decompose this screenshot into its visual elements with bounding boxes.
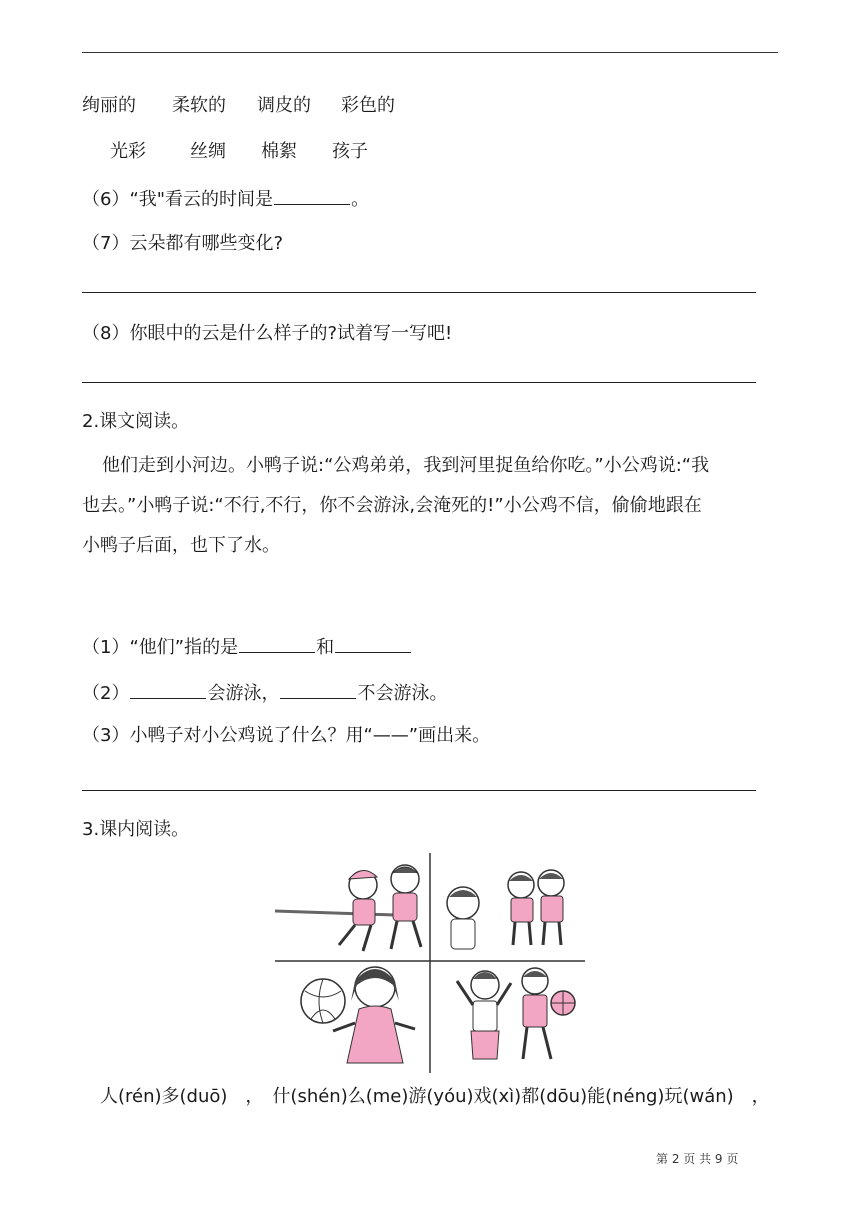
fill-blank[interactable] — [274, 186, 350, 205]
answer-line[interactable] — [82, 790, 756, 791]
word-bank-item: 彩色的 — [341, 95, 395, 116]
passage-line: 他们走到小河边。小鸭子说:“公鸡弟弟，我到河里捉鱼给你吃。”小公鸡说:“我 — [102, 455, 710, 476]
word-bank-item: 绚丽的 — [82, 95, 136, 116]
question-2-1: （1）“他们”指的是 和 — [82, 634, 412, 660]
page-number: 第 2 页 共 9 页 — [656, 1152, 739, 1166]
word-bank-item: 光彩 — [110, 141, 146, 162]
word-bank-item: 柔软的 — [172, 95, 226, 116]
pinyin-reading-line: 人(rén)多(duō) ， 什(shén)么(me)游(yóu)戏(xì)都(dōu)能(néng)玩(wán) ， — [100, 1086, 770, 1107]
question-2-2: （2） 会游泳， 不会游泳。 — [82, 680, 447, 706]
header-rule — [82, 52, 778, 53]
answer-line[interactable] — [82, 292, 756, 293]
question-6: （6）“我"看云的时间是 。 — [82, 186, 369, 212]
volleyball-scene — [301, 967, 415, 1063]
fill-blank[interactable] — [335, 634, 411, 653]
word-bank-item: 孩子 — [332, 141, 368, 162]
section-2-title: 2.课文阅读。 — [82, 411, 190, 432]
basketball-scene — [457, 968, 575, 1059]
section-3-title: 3.课内阅读。 — [82, 819, 190, 840]
kids-chatting-scene — [447, 870, 564, 949]
fill-blank[interactable] — [280, 680, 356, 699]
passage-line: 也去。”小鸭子说:“不行,不行，你不会游泳,会淹死的!”小公鸡不信，偷偷地跟在 — [82, 495, 702, 516]
children-playing-illustration — [275, 853, 585, 1073]
question-2-3: （3）小鸭子对小公鸡说了什么？用“——”画出来。 — [82, 725, 491, 746]
reading-passage — [82, 446, 782, 566]
fill-blank[interactable] — [239, 634, 315, 653]
word-bank-item: 丝绸 — [190, 141, 226, 162]
answer-line[interactable] — [82, 382, 756, 383]
passage-line: 小鸭子后面，也下了水。 — [82, 535, 280, 556]
fill-blank[interactable] — [130, 680, 206, 699]
word-bank-item: 调皮的 — [257, 95, 311, 116]
question-7: （7）云朵都有哪些变化? — [82, 233, 284, 254]
tug-of-war-scene — [275, 865, 421, 951]
word-bank-item: 棉絮 — [261, 141, 297, 162]
question-8: （8）你眼中的云是什么样子的?试着写一写吧! — [82, 323, 453, 344]
